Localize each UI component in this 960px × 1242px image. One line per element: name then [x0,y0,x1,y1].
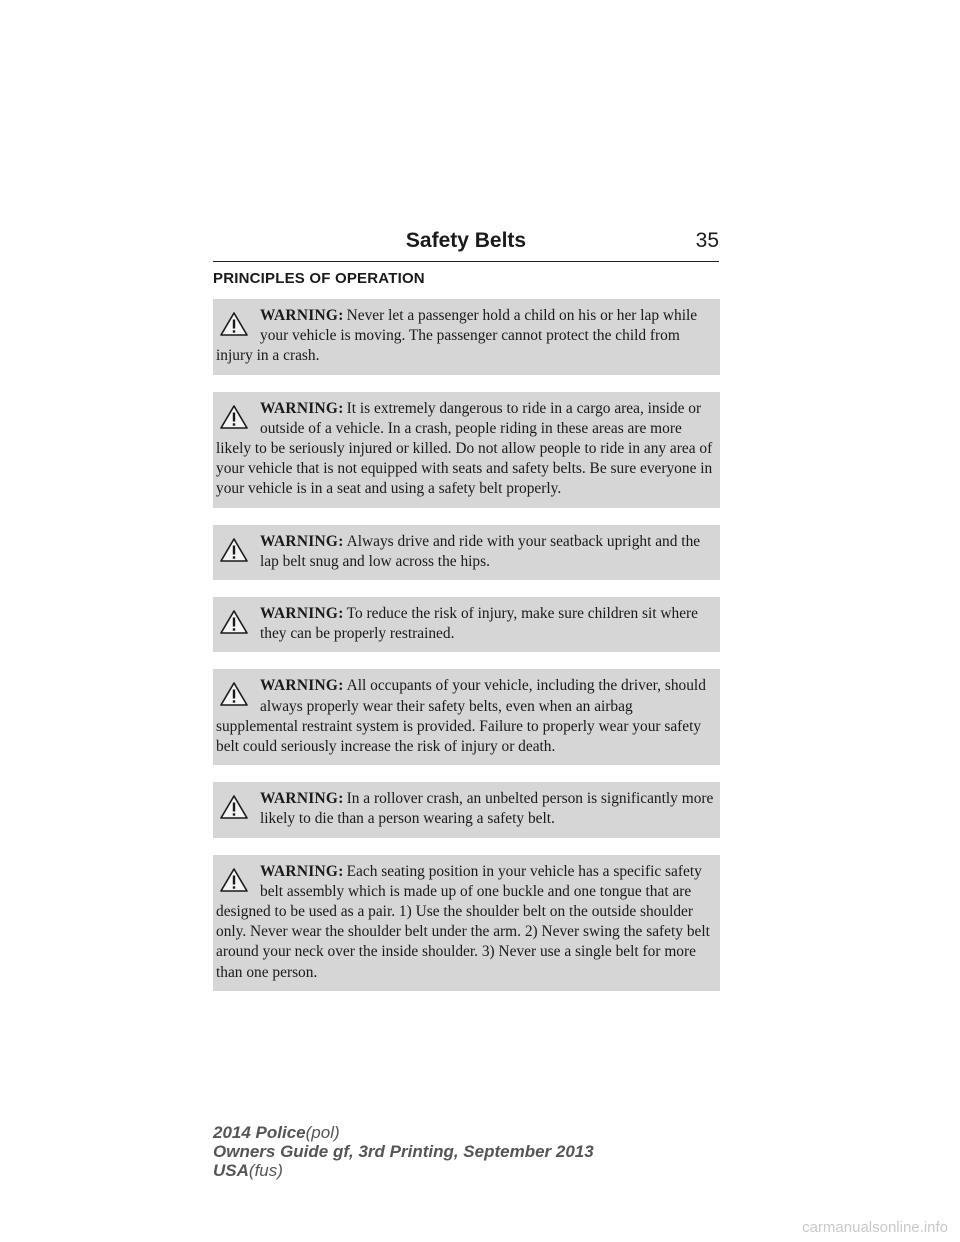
page-header [213,227,719,262]
chapter-title: Safety Belts [405,229,527,252]
warning-label: WARNING: [260,862,344,880]
warning-triangle-icon [216,401,256,437]
warning-triangle-icon [216,606,256,642]
footer-market-code: (fus) [248,1161,283,1180]
warning-box [213,299,720,375]
footer-line-3 [213,1161,594,1180]
page-footer [213,1123,594,1180]
warning-box [213,782,720,837]
warning-box [213,855,720,991]
warning-label: WARNING: [260,677,344,695]
warning-text: To reduce the risk of injury, make sure children sit where they can be properly restrained. [260,605,699,643]
warning-text: Always drive and ride with your seatback upright and the lap belt snug and low across the hips. [260,532,701,570]
warning-box [213,597,720,652]
footer-model: 2014 Police [213,1123,306,1142]
footer-model-code: (pol) [305,1123,340,1142]
footer-market: USA [213,1161,249,1180]
warning-triangle-icon [216,308,256,344]
warning-label: WARNING: [260,790,344,808]
warning-triangle-icon [216,864,256,900]
warning-label: WARNING: [260,307,344,324]
warning-box [213,392,720,508]
warning-triangle-icon [216,791,256,827]
footer-line-1 [213,1123,594,1142]
page-number: 35 [695,229,719,252]
warning-triangle-icon [216,534,256,570]
warning-label: WARNING: [260,532,344,550]
watermark-link[interactable]: carmanualsonline.info [802,1219,948,1236]
warning-text: In a rollover crash, an unbelted person is significantly more likely to die than a person wearing a safety belt. [260,790,714,828]
warning-list [213,299,720,1008]
footer-line-2: Owners Guide gf, 3rd Printing, September 2013 [213,1142,594,1161]
warning-label: WARNING: [260,605,344,623]
warning-text: It is extremely dangerous to ride in a cargo area, inside or outside of a vehicle. In a crash, people riding in these areas are more likely to be seriously injured or killed. Do not allow people to ride in any area of your vehicle that is not equipped with seats and safety belts. Be sure everyone in your vehicle is in a seat and using a safety belt properly. [216,399,713,498]
section-heading: PRINCIPLES OF OPERATION [213,270,425,287]
warning-box [213,669,720,765]
warning-box [213,525,720,580]
warning-triangle-icon [216,678,256,714]
warning-text: All occupants of your vehicle, including the driver, should always properly wear their safety belts, even when an airbag supplemental restraint system is provided. Failure to properly wear your safety belt could seriously increase the risk of injury or death. [216,677,706,756]
warning-text: Never let a passenger hold a child on his or her lap while your vehicle is moving. The passenger cannot protect the child from injury in a crash. [216,307,698,365]
warning-text: Each seating position in your vehicle has a specific safety belt assembly which is made up of one buckle and one tongue that are designed to be used as a pair. 1) Use the shoulder belt on the outside shoulder only. Never wear the shoulder belt under the arm. 2) Never swing the safety belt around your neck over the inside shoulder. 3) Never use a single belt for more than one person. [216,862,710,981]
warning-label: WARNING: [260,399,344,417]
